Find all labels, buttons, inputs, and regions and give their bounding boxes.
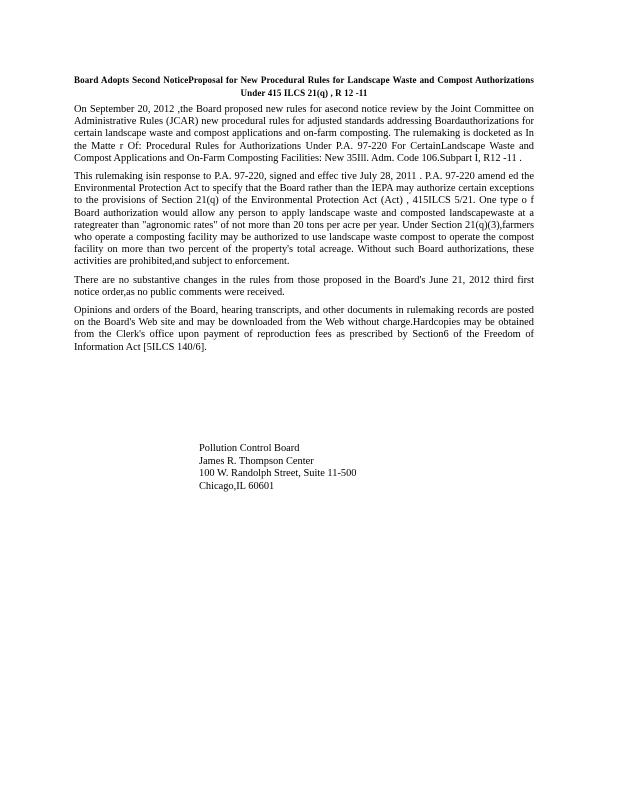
document-title: Board Adopts Second NoticeProposal for New Procedural Rules for Landscape Waste and Compost Authorizations Under 415 ILCS 21(q) , R 12 -11	[74, 75, 534, 98]
address-block	[199, 443, 357, 493]
address-line-street: 100 W. Randolph Street, Suite 11-500	[199, 468, 357, 480]
paragraph-availability: Opinions and orders of the Board, hearing transcripts, and other documents in rulemaking records are posted on the Board's Web site and may be downloaded from the Web without charge.Hardcopies may be obtained from the Clerk's office upon payment of reproduction fees as prescribed by Section6 of the Freedom of Information Act [5ILCS 140/6].	[74, 305, 534, 353]
address-line-building: James R. Thompson Center	[199, 455, 314, 467]
paragraph-proposal: On September 20, 2012 ,the Board proposed new rules for asecond notice review by the Joint Committee on Administrative Rules (JCAR) new procedural rules for adjusted standards addressing Boardauthorizations for certain landscape waste and compost applications and on-farm composting. The rulemaking is docketed as In the Matte r Of: Procedural Rules for Authorizations Under P.A. 97-220 For CertainLandscape Waste and Compost Applications and On-Farm Composting Facilities: New 35Ill. Adm. Code 106.Subpart I, R12 -11 .	[74, 104, 534, 164]
document-body	[74, 104, 534, 360]
address-line-city: Chicago,IL 60601	[199, 480, 275, 492]
address-line-organization: Pollution Control Board	[199, 443, 300, 454]
paragraph-background: This rulemaking isin response to P.A. 97-220, signed and effec tive July 28, 2011 . P.A. 97-220 amend ed the Environmental Protection Act to specify that the Board rather than the IEPA may authorize certain exceptions to the provisions of Section 21(q) of the Environmental Protection Act (Act) , 415ILCS 5/21. One type o f Board authorization would allow any person to apply landscape waste and composted landscapewaste at a rategreater than "agronomic rates" of not more than 20 tons per acre per year. Under Section 21(q)(3),farmers who operate a composting facility may be authorized to use landscape waste compost to operate the compost facility on more than two percent of the property's total acreage. Without such Board authorizations, these activities are prohibited,and subject to enforcement.	[74, 171, 534, 268]
paragraph-changes: There are no substantive changes in the rules from those proposed in the Board's June 21, 2012 third first notice order,as no public comments were received.	[74, 274, 534, 298]
